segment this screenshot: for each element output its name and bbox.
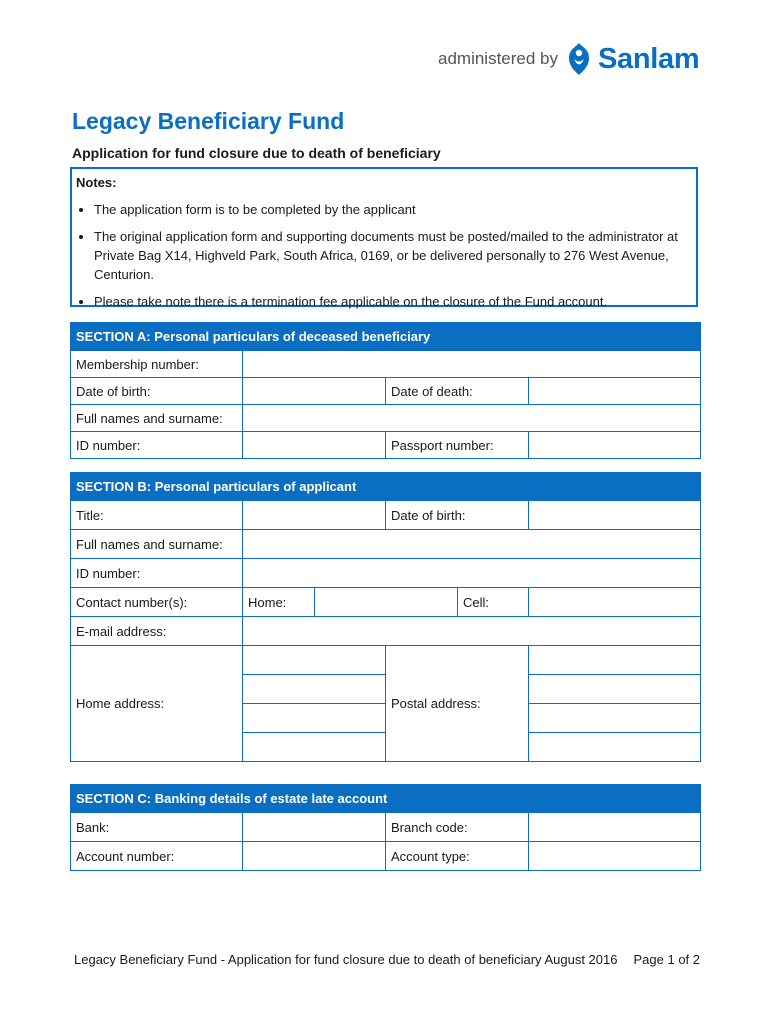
brand-name: Sanlam [598, 42, 700, 75]
home-address-line-2[interactable] [243, 675, 386, 704]
home-phone-label: Home: [243, 588, 315, 617]
home-phone-field[interactable] [315, 588, 458, 617]
home-address-line-3[interactable] [243, 704, 386, 733]
bank-field[interactable] [243, 813, 386, 842]
sanlam-logo [438, 42, 699, 76]
notes-box [70, 167, 698, 307]
section-b-heading: SECTION B: Personal particulars of applicant [71, 473, 701, 501]
date-of-death-label: Date of death: [386, 378, 529, 405]
home-address-label: Home address: [71, 646, 243, 762]
branch-code-label: Branch code: [386, 813, 529, 842]
contact-numbers-label: Contact number(s): [71, 588, 243, 617]
passport-number-label: Passport number: [386, 432, 529, 459]
postal-address-line-2[interactable] [529, 675, 701, 704]
postal-address-line-4[interactable] [529, 733, 701, 762]
title-label: Title: [71, 501, 243, 530]
email-label: E-mail address: [71, 617, 243, 646]
postal-address-line-3[interactable] [529, 704, 701, 733]
notes-list [76, 200, 690, 311]
page-title: Legacy Beneficiary Fund [72, 108, 345, 134]
account-type-field[interactable] [529, 842, 701, 871]
bank-label: Bank: [71, 813, 243, 842]
membership-number-field[interactable] [243, 351, 701, 378]
deceased-dob-label: Date of birth: [71, 378, 243, 405]
membership-number-label: Membership number: [71, 351, 243, 378]
applicant-dob-field[interactable] [529, 501, 701, 530]
cell-phone-label: Cell: [458, 588, 529, 617]
page-number: Page 1 of 2 [633, 952, 700, 967]
account-type-label: Account type: [386, 842, 529, 871]
section-b-table [70, 472, 701, 762]
branch-code-field[interactable] [529, 813, 701, 842]
section-a-table [70, 322, 701, 459]
administered-by-text: administered by [438, 49, 559, 68]
sanlam-shield-icon [566, 42, 592, 76]
applicant-id-number-label: ID number: [71, 559, 243, 588]
passport-number-field[interactable] [529, 432, 701, 459]
account-number-label: Account number: [71, 842, 243, 871]
title-field[interactable] [243, 501, 386, 530]
email-field[interactable] [243, 617, 701, 646]
page-footer [74, 952, 700, 967]
postal-address-line-1[interactable] [529, 646, 701, 675]
cell-phone-field[interactable] [529, 588, 701, 617]
deceased-id-number-label: ID number: [71, 432, 243, 459]
deceased-full-names-label: Full names and surname: [71, 405, 243, 432]
deceased-full-names-field[interactable] [243, 405, 701, 432]
note-item: • The application form is to be completed by the applicant [94, 200, 690, 219]
account-number-field[interactable] [243, 842, 386, 871]
note-item: • Please take note there is a termination fee applicable on the closure of the Fund account. [94, 292, 690, 311]
section-c-table [70, 784, 701, 871]
section-a-heading: SECTION A: Personal particulars of deceased beneficiary [71, 323, 701, 351]
deceased-id-number-field[interactable] [243, 432, 386, 459]
applicant-full-names-field[interactable] [243, 530, 701, 559]
notes-heading: Notes: [76, 175, 117, 190]
page-subtitle: Application for fund closure due to death of beneficiary [72, 145, 441, 161]
footer-text: Legacy Beneficiary Fund - Application for fund closure due to death of beneficiary August 2016 [74, 952, 618, 967]
section-c-heading: SECTION C: Banking details of estate late account [71, 785, 701, 813]
home-address-line-4[interactable] [243, 733, 386, 762]
applicant-id-number-field[interactable] [243, 559, 701, 588]
postal-address-label: Postal address: [386, 646, 529, 762]
date-of-death-field[interactable] [529, 378, 701, 405]
note-item: • The original application form and supporting documents must be posted/mailed to the administrator at Private Bag X14, Highveld Park, South Africa, 0169, or be delivered personally to 276 West Avenue, Centurion. [94, 227, 690, 284]
deceased-dob-field[interactable] [243, 378, 386, 405]
home-address-line-1[interactable] [243, 646, 386, 675]
applicant-full-names-label: Full names and surname: [71, 530, 243, 559]
applicant-dob-label: Date of birth: [386, 501, 529, 530]
